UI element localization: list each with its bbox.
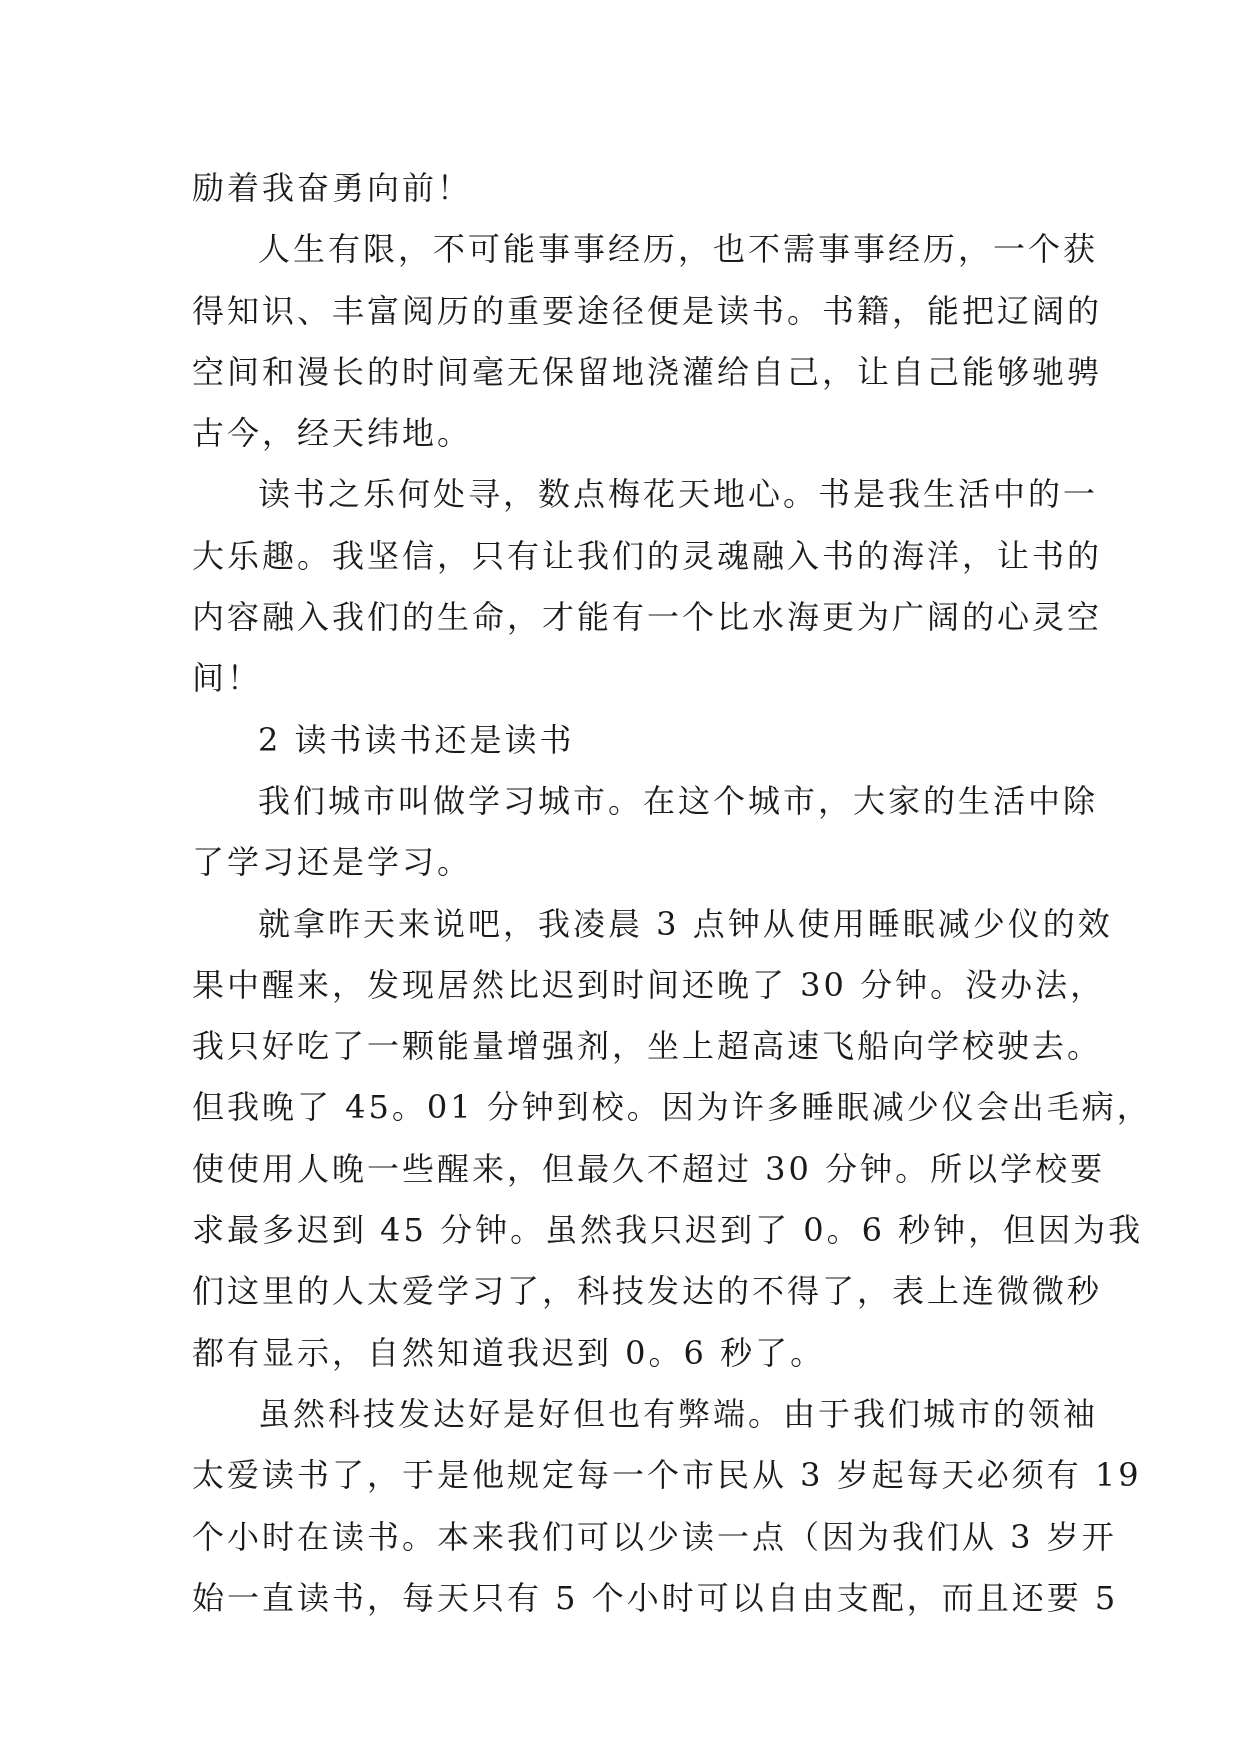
text-line: 果中醒来，发现居然比迟到时间还晚了 30 分钟。没办法， — [192, 965, 1106, 1004]
text-line: 空间和漫长的时间毫无保留地浇灌给自己，让自己能够驰骋 — [192, 352, 1103, 391]
text-line: 太爱读书了，于是他规定每一个市民从 3 岁起每天必须有 19 — [192, 1456, 1142, 1495]
text-line: 们这里的人太爱学习了，科技发达的不得了，表上连微微秒 — [192, 1272, 1103, 1311]
text-line: 间！ — [192, 659, 263, 698]
text-line: 2 读书读书还是读书 — [258, 720, 575, 759]
text-line: 大乐趣。我坚信，只有让我们的灵魂融入书的海洋，让书的 — [192, 536, 1103, 575]
text-line: 虽然科技发达好是好但也有弊端。由于我们城市的领袖 — [258, 1394, 1099, 1433]
text-line: 内容融入我们的生命，才能有一个比水海更为广阔的心灵空 — [192, 598, 1103, 637]
text-line: 人生有限，不可能事事经历，也不需事事经历，一个获 — [258, 230, 1099, 269]
text-line: 得知识、丰富阅历的重要途径便是读书。书籍，能把辽阔的 — [192, 291, 1103, 330]
text-line: 励着我奋勇向前！ — [192, 169, 473, 207]
text-line: 求最多迟到 45 分钟。虽然我只迟到了 0。6 秒钟，但因为我 — [192, 1211, 1144, 1250]
text-line: 但我晚了 45。01 分钟到校。因为许多睡眠减少仪会出毛病， — [192, 1088, 1152, 1127]
text-line: 我们城市叫做学习城市。在这个城市，大家的生活中除 — [258, 781, 1099, 820]
text-line: 读书之乐何处寻，数点梅花天地心。书是我生活中的一 — [258, 475, 1099, 514]
text-line: 使使用人晚一些醒来，但最久不超过 30 分钟。所以学校要 — [192, 1149, 1106, 1188]
text-line: 始一直读书，每天只有 5 个小时可以自由支配，而且还要 5 — [192, 1578, 1119, 1617]
text-line: 个小时在读书。本来我们可以少读一点（因为我们从 3 岁开 — [192, 1517, 1117, 1556]
text-line: 我只好吃了一颗能量增强剂，坐上超高速飞船向学校驶去。 — [192, 1027, 1103, 1066]
text-line: 古今，经天纬地。 — [192, 414, 473, 453]
body-text — [192, 158, 1152, 1629]
text-line: 就拿昨天来说吧，我凌晨 3 点钟从使用睡眠减少仪的效 — [258, 904, 1113, 943]
text-line: 都有显示，自然知道我迟到 0。6 秒了。 — [192, 1333, 826, 1372]
text-line: 了学习还是学习。 — [192, 843, 473, 882]
